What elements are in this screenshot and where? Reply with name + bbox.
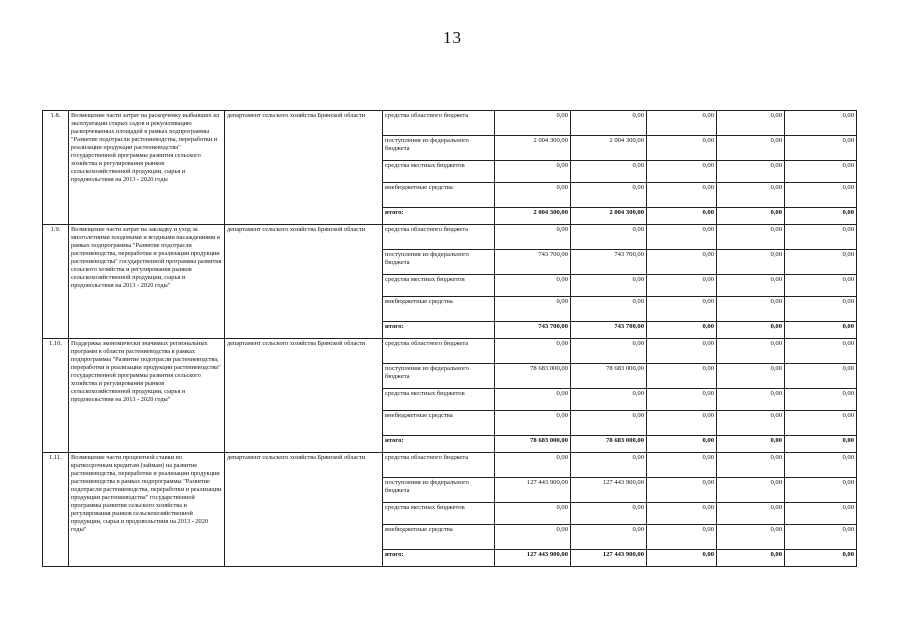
funding-source: поступления из федерального бюджета (383, 478, 495, 503)
amount-cell: 0,00 (785, 275, 857, 297)
amount-cell: 0,00 (717, 161, 785, 183)
amount-cell: 0,00 (571, 161, 647, 183)
amount-cell: 0,00 (647, 322, 717, 339)
amount-cell: 0,00 (717, 453, 785, 478)
funding-source: средства областного бюджета (383, 225, 495, 250)
amount-cell: 0,00 (571, 111, 647, 136)
funding-source: средства областного бюджета (383, 111, 495, 136)
amount-cell: 0,00 (647, 411, 717, 436)
amount-cell: 0,00 (647, 389, 717, 411)
amount-cell: 0,00 (717, 275, 785, 297)
amount-cell: 0,00 (717, 436, 785, 453)
amount-cell: 0,00 (717, 183, 785, 208)
amount-cell: 743 700,00 (495, 322, 571, 339)
amount-cell: 0,00 (571, 503, 647, 525)
amount-cell: 0,00 (495, 525, 571, 550)
amount-cell: 0,00 (647, 550, 717, 567)
page-number: 13 (443, 28, 462, 47)
responsible-department: департамент сельского хозяйства Брянской области (225, 339, 383, 453)
amount-cell: 0,00 (717, 389, 785, 411)
amount-cell: 0,00 (495, 411, 571, 436)
amount-cell: 743 700,00 (495, 250, 571, 275)
amount-cell: 0,00 (785, 453, 857, 478)
amount-cell: 0,00 (647, 225, 717, 250)
funding-source: средства местных бюджетов (383, 389, 495, 411)
funding-source: внебюджетные средства (383, 411, 495, 436)
amount-cell: 0,00 (495, 183, 571, 208)
amount-cell: 0,00 (571, 453, 647, 478)
amount-cell: 78 683 000,00 (495, 436, 571, 453)
row-number: 1.8. (43, 111, 69, 225)
amount-cell: 0,00 (495, 161, 571, 183)
amount-cell: 0,00 (647, 183, 717, 208)
row-number: 1.11. (43, 453, 69, 567)
measure-description: Возмещение части затрат на закладку и уход за многолетними плодовыми и ягодными насаждениями в рамках подпрограммы "Развитие подотрасли растениеводства, переработки и реализации продукции растениеводства" государственной программы развития сельского хозяйства и регулирования рынков сельскохозяйственной продукции, сырья и продовольствия на 2013 - 2020 годы" (69, 225, 225, 339)
amount-cell: 0,00 (571, 297, 647, 322)
amount-cell: 743 700,00 (571, 250, 647, 275)
amount-cell: 0,00 (647, 136, 717, 161)
funding-source: средства местных бюджетов (383, 275, 495, 297)
amount-cell: 0,00 (785, 208, 857, 225)
table-row (43, 339, 857, 364)
amount-cell: 0,00 (785, 136, 857, 161)
amount-cell: 0,00 (785, 436, 857, 453)
amount-cell: 2 004 300,00 (571, 208, 647, 225)
amount-cell: 0,00 (717, 503, 785, 525)
amount-cell: 0,00 (647, 111, 717, 136)
amount-cell: 0,00 (785, 411, 857, 436)
amount-cell: 0,00 (495, 297, 571, 322)
amount-cell: 0,00 (717, 136, 785, 161)
amount-cell: 127 443 900,00 (571, 478, 647, 503)
amount-cell: 0,00 (647, 503, 717, 525)
responsible-department: департамент сельского хозяйства Брянской области (225, 453, 383, 567)
amount-cell: 0,00 (571, 525, 647, 550)
amount-cell: 0,00 (785, 225, 857, 250)
budget-table (42, 110, 857, 567)
amount-cell: 0,00 (717, 525, 785, 550)
amount-cell: 78 683 000,00 (495, 364, 571, 389)
amount-cell: 0,00 (785, 322, 857, 339)
amount-cell: 0,00 (647, 208, 717, 225)
amount-cell: 127 443 900,00 (495, 478, 571, 503)
amount-cell: 0,00 (495, 339, 571, 364)
measure-description: Поддержка экономически значимых региональных программ в области растениеводства в рамках подпрограммы "Развитие подотрасли растениеводства, переработки и реализации продукции растениеводства" государственной программы развития сельского хозяйства и регулирования рынков сельскохозяйственной продукции, сырья и продовольствия на 2013 - 2020 годы" (69, 339, 225, 453)
row-number: 1.9. (43, 225, 69, 339)
table-body (43, 111, 857, 567)
amount-cell: 0,00 (495, 453, 571, 478)
amount-cell: 0,00 (785, 389, 857, 411)
amount-cell: 0,00 (785, 111, 857, 136)
amount-cell: 0,00 (717, 322, 785, 339)
funding-source: средства местных бюджетов (383, 503, 495, 525)
amount-cell: 0,00 (785, 161, 857, 183)
amount-cell: 2 004 300,00 (495, 136, 571, 161)
funding-source: поступления из федерального бюджета (383, 250, 495, 275)
amount-cell: 0,00 (785, 550, 857, 567)
amount-cell: 0,00 (785, 503, 857, 525)
amount-cell: 78 683 000,00 (571, 364, 647, 389)
amount-cell: 0,00 (495, 389, 571, 411)
amount-cell: 127 443 900,00 (495, 550, 571, 567)
funding-source: внебюджетные средства (383, 183, 495, 208)
amount-cell: 78 683 000,00 (571, 436, 647, 453)
funding-source: средства областного бюджета (383, 339, 495, 364)
measure-description: Возмещение части процентной ставки по краткосрочным кредитам (займам) на развитие растениеводства, переработки и реализации продукции растениеводства в рамках подпрограммы "Развитие подотрасли растениеводства, переработки и реализации продукции растениеводства" государственной программы развития сельского хозяйства и регулирования рынков сельскохозяйственной продукции, сырья и продовольствия на 2013 - 2020 годы" (69, 453, 225, 567)
amount-cell: 0,00 (717, 550, 785, 567)
funding-source: средства местных бюджетов (383, 161, 495, 183)
amount-cell: 2 004 300,00 (495, 208, 571, 225)
amount-cell: 0,00 (571, 183, 647, 208)
amount-cell: 0,00 (717, 478, 785, 503)
amount-cell: 0,00 (647, 364, 717, 389)
amount-cell: 0,00 (571, 225, 647, 250)
amount-cell: 0,00 (571, 389, 647, 411)
amount-cell: 0,00 (647, 453, 717, 478)
amount-cell: 0,00 (717, 111, 785, 136)
amount-cell: 0,00 (717, 339, 785, 364)
funding-source: поступления из федерального бюджета (383, 136, 495, 161)
amount-cell: 0,00 (717, 208, 785, 225)
amount-cell: 0,00 (647, 525, 717, 550)
amount-cell: 0,00 (785, 478, 857, 503)
measure-description: Возмещение части затрат на раскорчевку выбывших из эксплуатации старых садов и рекультивацию раскорчеванных площадей в рамках подпрограммы "Развитие подотрасли растениеводства, переработки и реализации продукции растениеводства" государственной программы развития сельского хозяйства и регулирования рынков сельскохозяйственной продукции, сырья и продовольствия на 2013 - 2020 годы (69, 111, 225, 225)
amount-cell: 0,00 (495, 275, 571, 297)
responsible-department: департамент сельского хозяйства Брянской области (225, 111, 383, 225)
amount-cell: 0,00 (717, 250, 785, 275)
amount-cell: 0,00 (717, 411, 785, 436)
amount-cell: 0,00 (495, 111, 571, 136)
amount-cell: 0,00 (785, 364, 857, 389)
amount-cell: 0,00 (647, 250, 717, 275)
amount-cell: 0,00 (717, 297, 785, 322)
funding-source: средства областного бюджета (383, 453, 495, 478)
row-number: 1.10. (43, 339, 69, 453)
amount-cell: 0,00 (571, 275, 647, 297)
funding-source: итого: (383, 208, 495, 225)
amount-cell: 0,00 (647, 478, 717, 503)
amount-cell: 743 700,00 (571, 322, 647, 339)
amount-cell: 0,00 (495, 503, 571, 525)
amount-cell: 0,00 (647, 161, 717, 183)
funding-source: внебюджетные средства (383, 297, 495, 322)
funding-source: поступления из федерального бюджета (383, 364, 495, 389)
responsible-department: департамент сельского хозяйства Брянской области (225, 225, 383, 339)
amount-cell: 0,00 (717, 225, 785, 250)
funding-source: итого: (383, 436, 495, 453)
amount-cell: 0,00 (785, 183, 857, 208)
table-row (43, 453, 857, 478)
amount-cell: 0,00 (495, 225, 571, 250)
amount-cell: 0,00 (571, 411, 647, 436)
amount-cell: 0,00 (647, 436, 717, 453)
amount-cell: 0,00 (785, 250, 857, 275)
amount-cell: 0,00 (785, 525, 857, 550)
table-row (43, 225, 857, 250)
amount-cell: 0,00 (785, 339, 857, 364)
amount-cell: 0,00 (647, 275, 717, 297)
amount-cell: 127 443 900,00 (571, 550, 647, 567)
table-row (43, 111, 857, 136)
amount-cell: 0,00 (647, 339, 717, 364)
amount-cell: 2 004 300,00 (571, 136, 647, 161)
funding-source: итого: (383, 322, 495, 339)
amount-cell: 0,00 (717, 364, 785, 389)
amount-cell: 0,00 (785, 297, 857, 322)
amount-cell: 0,00 (571, 339, 647, 364)
amount-cell: 0,00 (647, 297, 717, 322)
funding-source: итого: (383, 550, 495, 567)
funding-source: внебюджетные средства (383, 525, 495, 550)
